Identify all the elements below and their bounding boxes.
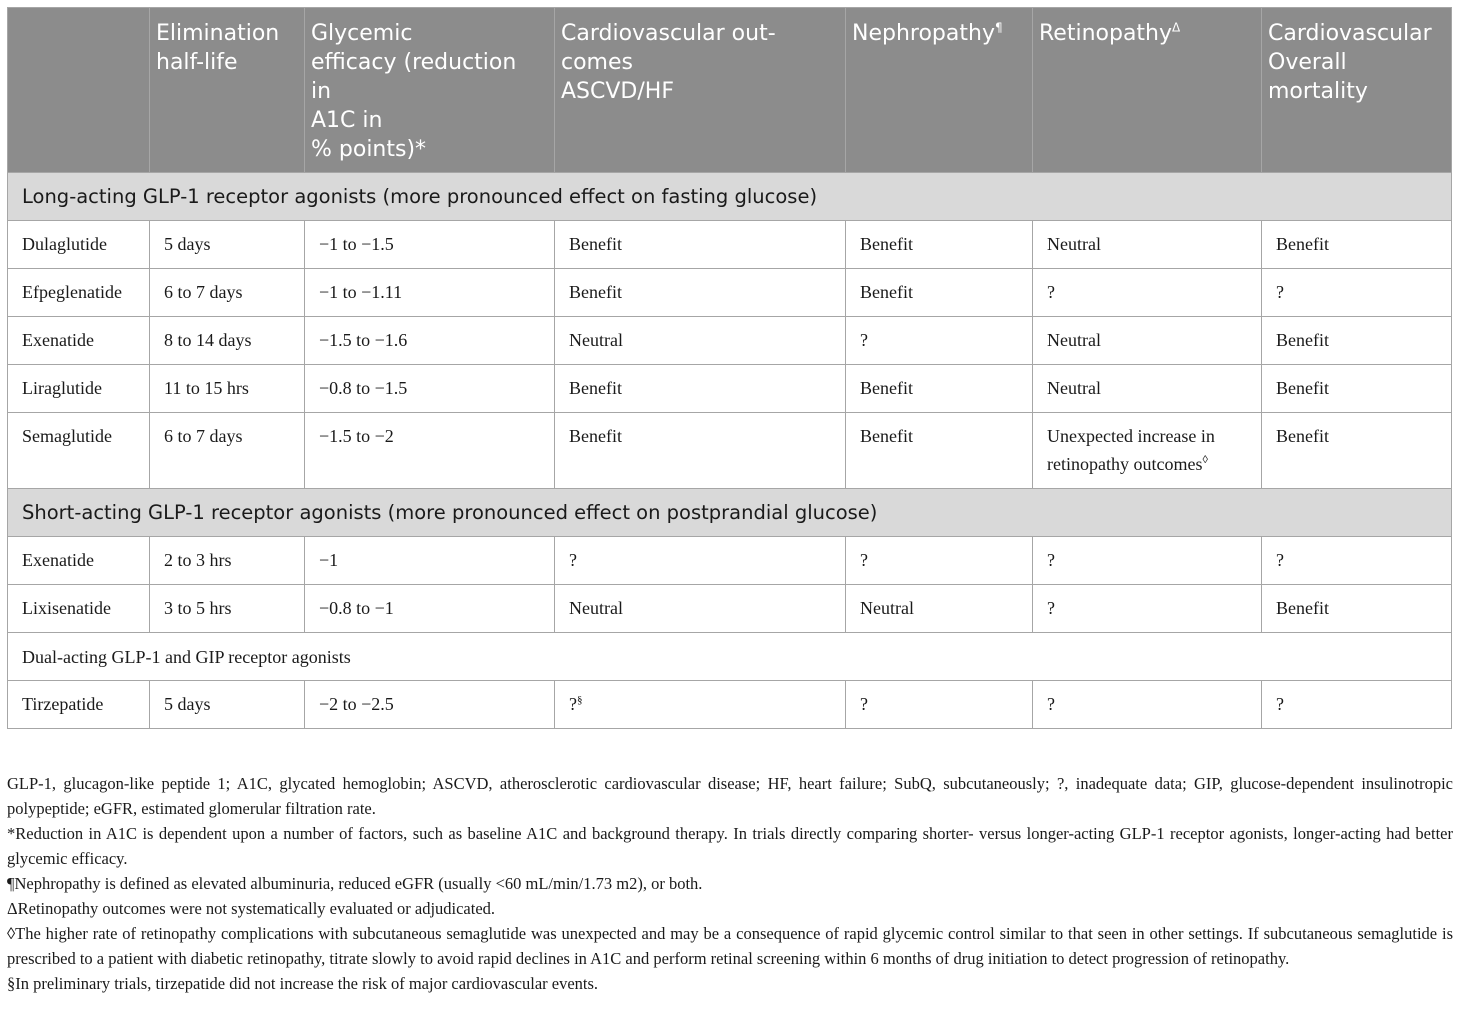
nephropathy-cell: ? (846, 537, 1033, 585)
glycemic-cell: −1 to −1.11 (305, 269, 555, 317)
half-life-cell: 6 to 7 days (150, 269, 305, 317)
drug-name: Tirzepatide (8, 681, 150, 729)
mortality-cell: Benefit (1262, 365, 1452, 413)
retinopathy-cell: Neutral (1033, 317, 1262, 365)
retinopathy-cell: Neutral (1033, 365, 1262, 413)
retinopathy-cell (1033, 413, 1262, 489)
section-row-long-acting (8, 173, 1452, 221)
footnote-semaglutide: ◊The higher rate of retinopathy complications with subcutaneous semaglutide was unexpected and may be a consequence of rapid glycemic control similar to that seen in other settings. If subcutaneous semaglutide is prescribed to a patient with diabetic retinopathy, titrate slowly to avoid rapid declines in A1C and perform retinal screening within 6 months of drug initiation to detect progression of retinopathy. (7, 924, 1453, 968)
half-life-cell: 3 to 5 hrs (150, 585, 305, 633)
header-glycemic-efficacy: Glycemic efficacy (reduction in A1C in % points)* (305, 8, 555, 173)
header-row (8, 8, 1452, 173)
footnote-nephropathy: ¶Nephropathy is defined as elevated albuminuria, reduced eGFR (usually <60 mL/min/1.73 m2), or both. (7, 874, 703, 893)
drug-name: Liraglutide (8, 365, 150, 413)
cardio-cell: Benefit (555, 269, 846, 317)
glycemic-cell: −0.8 to −1.5 (305, 365, 555, 413)
table-footnotes (7, 771, 1453, 996)
retinopathy-cell: ? (1033, 585, 1262, 633)
glp1-comparison-table (7, 7, 1452, 729)
cardio-cell (555, 681, 846, 729)
nephropathy-cell: Benefit (846, 365, 1033, 413)
mortality-cell: Benefit (1262, 317, 1452, 365)
header-nephropathy: Nephropathy¶ (846, 8, 1033, 173)
table-row (8, 585, 1452, 633)
half-life-cell: 8 to 14 days (150, 317, 305, 365)
nephropathy-cell: ? (846, 681, 1033, 729)
glycemic-cell: −2 to −2.5 (305, 681, 555, 729)
half-life-cell: 11 to 15 hrs (150, 365, 305, 413)
table-row (8, 365, 1452, 413)
mortality-cell: ? (1262, 537, 1452, 585)
half-life-cell: 5 days (150, 681, 305, 729)
table-row (8, 317, 1452, 365)
drug-name: Lixisenatide (8, 585, 150, 633)
cardio-cell: Benefit (555, 221, 846, 269)
drug-name: Dulaglutide (8, 221, 150, 269)
retinopathy-cell: ? (1033, 537, 1262, 585)
half-life-cell: 2 to 3 hrs (150, 537, 305, 585)
glycemic-cell: −1.5 to −1.6 (305, 317, 555, 365)
lozenge-mark: ◊ (1202, 454, 1208, 466)
header-retinopathy: Retinopathy$^\Delta$ (1033, 8, 1262, 173)
drug-name: Exenatide (8, 317, 150, 365)
section-label: Dual-acting GLP-1 and GIP receptor agonists (8, 633, 1452, 681)
cardio-text: ? (569, 694, 577, 714)
drug-name: Efpeglenatide (8, 269, 150, 317)
section-label: Long-acting GLP-1 receptor agonists (more pronounced effect on fasting glucose) (8, 173, 1452, 221)
glycemic-cell: −1 (305, 537, 555, 585)
glycemic-cell: −1.5 to −2 (305, 413, 555, 489)
glycemic-cell: −1 to −1.5 (305, 221, 555, 269)
mortality-cell: Benefit (1262, 585, 1452, 633)
cardio-cell: Benefit (555, 413, 846, 489)
cardio-cell: Neutral (555, 317, 846, 365)
section-row-dual-acting (8, 633, 1452, 681)
header-overall-mortality: Cardiovascular Overall mortality (1262, 8, 1452, 173)
cardio-cell: Neutral (555, 585, 846, 633)
half-life-cell: 6 to 7 days (150, 413, 305, 489)
mortality-cell: ? (1262, 681, 1452, 729)
footnote-retinopathy: ΔRetinopathy outcomes were not systematically evaluated or adjudicated. (7, 899, 496, 918)
table-row (8, 681, 1452, 729)
cardio-cell: Benefit (555, 365, 846, 413)
table-row (8, 537, 1452, 585)
cardio-cell: ? (555, 537, 846, 585)
table-row (8, 221, 1452, 269)
delta-mark: Δ (1172, 20, 1181, 35)
retinopathy-cell: ? (1033, 269, 1262, 317)
footnote-tirzepatide: §In preliminary trials, tirzepatide did not increase the risk of major cardiovascular events. (7, 974, 599, 993)
header-empty (8, 8, 150, 173)
header-elimination-half-life: Elimination half-life (150, 8, 305, 173)
table-row (8, 269, 1452, 317)
drug-name: Semaglutide (8, 413, 150, 489)
mortality-cell: Benefit (1262, 413, 1452, 489)
nephropathy-cell: Benefit (846, 413, 1033, 489)
footnote-a1c: *Reduction in A1C is dependent upon a number of factors, such as baseline A1C and background therapy. In trials directly comparing shorter- versus longer-acting GLP-1 receptor agonists, longer-acting had better glycemic efficacy. (7, 824, 1453, 868)
mortality-cell: Benefit (1262, 221, 1452, 269)
section-row-short-acting (8, 489, 1452, 537)
nephropathy-cell: ? (846, 317, 1033, 365)
header-cardiovascular-outcomes: Cardiovascular out- comes ASCVD/HF (555, 8, 846, 173)
nephropathy-cell: Benefit (846, 221, 1033, 269)
footnote-abbreviations: GLP-1, glucagon-like peptide 1; A1C, glycated hemoglobin; ASCVD, atherosclerotic cardiovascular disease; HF, heart failure; SubQ, subcutaneously; ?, inadequate data; GIP, glucose-dependent insulinotropic polypeptide; eGFR, estimated glomerular filtration rate. (7, 774, 1453, 818)
retinopathy-cell: Neutral (1033, 221, 1262, 269)
mortality-cell: ? (1262, 269, 1452, 317)
table-row (8, 413, 1452, 489)
half-life-cell: 5 days (150, 221, 305, 269)
pilcrow-mark: ¶ (994, 20, 1003, 35)
drug-name: Exenatide (8, 537, 150, 585)
retinopathy-cell: ? (1033, 681, 1262, 729)
nephropathy-cell: Neutral (846, 585, 1033, 633)
nephropathy-cell: Benefit (846, 269, 1033, 317)
section-label: Short-acting GLP-1 receptor agonists (more pronounced effect on postprandial glucose) (8, 489, 1452, 537)
retinopathy-text: Unexpected increase in retinopathy outcomes (1047, 426, 1215, 474)
glycemic-cell: −0.8 to −1 (305, 585, 555, 633)
section-mark: § (577, 694, 583, 706)
